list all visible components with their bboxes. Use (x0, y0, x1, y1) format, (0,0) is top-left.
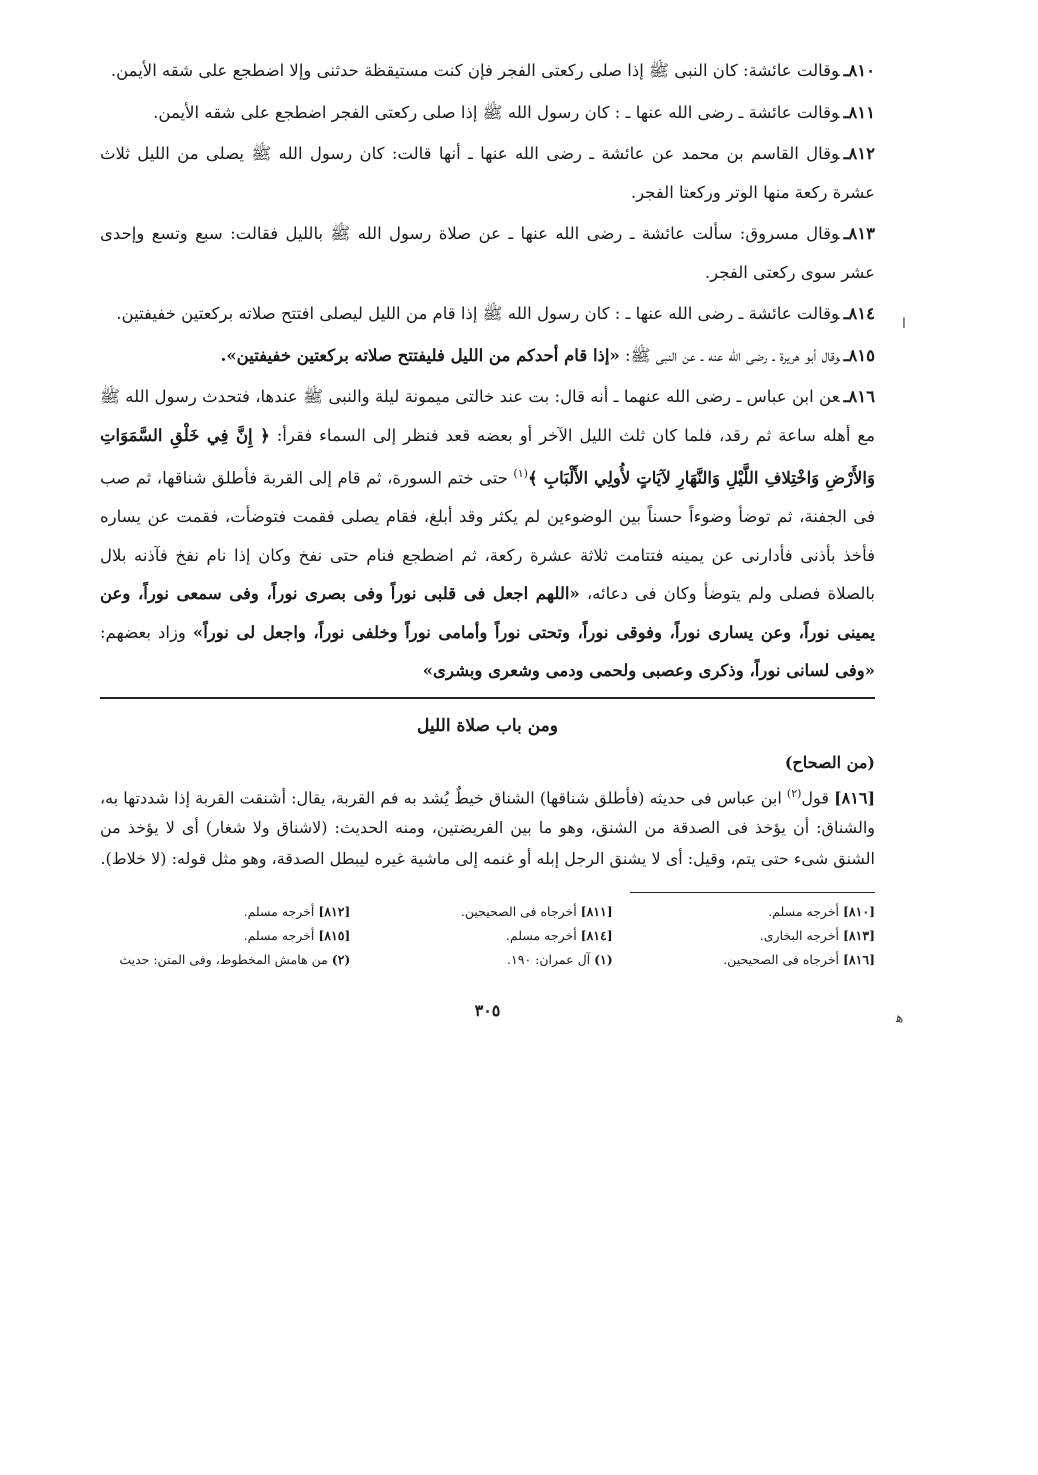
footnote-divider (630, 892, 875, 893)
margin-mark: ﻫ (896, 1010, 904, 1026)
hadith-811 (100, 94, 875, 133)
footnote-ref: [٨١٣] (843, 928, 875, 944)
hadith-810 (100, 52, 875, 91)
footnote-text: أخرجه مسلم. (505, 928, 581, 944)
hadith-number: ٨١٥ـ (843, 345, 875, 365)
hadith-text: وقال القاسم بن محمد عن عائشة ـ رضى الله عنها ـ أنها قالت: كان رسول الله ﷺ يصلى من الليل ثلاث عشرة ركعة منها الوتر وركعتا الفجر. (100, 144, 875, 202)
footnote (100, 949, 350, 971)
hadith-text: وقالت عائشة: كان النبى ﷺ إذا صلى ركعتى الفجر فإن كنت مستيقظة حدثنى وإلا اضطجع على شقه الأيمن. (110, 61, 840, 80)
footnote-ref: [٨١٦] (843, 952, 875, 968)
hadith-text: وقال مسروق: سألت عائشة ـ رضى الله عنها ـ عن صلاة رسول الله ﷺ بالليل فقالت: سبع وتسع وإحدى عشر سوى ركعتى الفجر. (100, 224, 875, 282)
hadith-number: ٨١٦ـ (843, 387, 875, 406)
footnote-ref: (١) (594, 952, 613, 968)
prayer-quote: «اللهم اجعل فى قلبى نوراً وفى بصرى نوراً، وفى سمعى نوراً، وعن يمينى نوراً، وعن يسارى نوراً، وفوقى نوراً، وتحتى نوراً وأمامى نوراً وخلفى نوراً، واجعل لى نوراً» (100, 584, 875, 642)
footnote-ref: [٨١١] (580, 904, 613, 920)
footnote-ref: [٨١٥] (318, 928, 351, 944)
margin-mark: ا (902, 316, 906, 332)
commentary-paragraph (100, 779, 875, 875)
footnote-text: أخرجه مسلم. (243, 904, 319, 920)
footnote (362, 901, 612, 923)
page-number: ٣٠٥ (474, 1001, 501, 1021)
footnote-ref: [٨١٢] (318, 904, 351, 920)
hadith-813 (100, 215, 875, 292)
hadith-intro: وقال أبو هريرة ـ رضى الله عنه ـ عن النبى ﷺ: (619, 345, 840, 365)
hadith-number: ٨١١ـ (843, 102, 875, 122)
footnote-marker: (١) (513, 467, 528, 480)
footnote-text: أخرجه مسلم. (768, 904, 843, 920)
footnote-text: أخرجاه فى الصحيحين. (460, 904, 581, 920)
footnote (362, 949, 612, 971)
hadith-text: وقالت عائشة ـ رضى الله عنها ـ : كان رسول الله ﷺ إذا قام من الليل ليصلى افتتح صلاته بركعتين خفيفتين. (116, 304, 840, 323)
hadith-815 (100, 337, 875, 376)
hadith-text: وقالت عائشة ـ رضى الله عنها ـ : كان رسول الله ﷺ إذا صلى ركعتى الفجر اضطجع على شقه الأيمن. (153, 102, 840, 122)
hadith-text-mid: وزاد بعضهم: (100, 622, 193, 642)
hadith-number: ٨١٤ـ (843, 304, 875, 323)
hadith-816 (100, 378, 875, 691)
hadith-number: ٨١٣ـ (843, 224, 875, 243)
prayer-quote-addition: «وفى لسانى نوراً، وذكرى وعصبى ولحمى ودمى وشعرى وبشرى» (422, 661, 875, 680)
commentary-lead: قول (801, 787, 835, 807)
hadith-number: ٨١٠ـ (843, 61, 875, 80)
section-divider (100, 697, 875, 699)
hadith-812 (100, 135, 875, 212)
section-title: ومن باب صلاة الليل (417, 715, 558, 736)
hadith-814 (100, 295, 875, 334)
hadith-number: ٨١٢ـ (843, 144, 875, 163)
footnote (100, 901, 350, 923)
quran-verse: ﴿ إِنَّ فِي خَلْقِ السَّمَوَاتِ وَالأَرْضِ وَاخْتِلافِ اللَّيْلِ وَالنَّهَارِ لآيَاتٍ لأُولِي الأَلْبَابِ ﴾ (100, 425, 875, 488)
hadith-text-part1: عن ابن عباس ـ رضى الله عنهما ـ أنه قال: بت عند خالتى ميمونة ليلة والنبى ﷺ عندها، فتحدث رسول الله ﷺ مع أهله ساعة ثم رقد، فلما كان ثلث الليل الآخر أو بعضه قعد فنظر إلى السماء فقرأ: (100, 387, 876, 445)
footnote-text: أخرجه مسلم. (243, 928, 319, 944)
footnote-text: أخرجاه فى الصحيحين. (723, 952, 843, 968)
footnote (362, 925, 612, 947)
document-page (100, 52, 875, 1020)
footnote-text: آل عمران: ١٩٠. (507, 952, 595, 968)
hadith-quote: «إذا قام أحدكم من الليل فليفتتح صلاته بركعتين خفيفتين». (220, 345, 620, 365)
section-subtitle: (من الصحاح) (784, 752, 875, 772)
footnote-marker: (٢) (786, 786, 802, 800)
footnote-text: من هامش المخطوط، وفى المتن: حديث (119, 952, 332, 968)
footnote (100, 925, 350, 947)
footnote (625, 925, 875, 947)
commentary-ref: [٨١٦] (834, 787, 876, 807)
commentary-text: ابن عباس فى حديثه (فأطلق شناقها) الشناق خيطٌ يُشد به فم القربة، يقال: أشنقت القربة إذا شددتها به، والشناق: أن يؤخذ فى الصدقة من الشنق، وهو ما بين الفريضتين، ومنه الحديث: (لاشناق ولا شغار) أى لا يؤخذ من الشنق شىء حتى يتم، وقيل: أى لا يشنق الرجل إبله أو غنمه إلى ماشية غيره ليبطل الصدقة، وهو مثل قوله: (لا خلاط). (100, 787, 875, 868)
hadith-text-part2: حتى ختم السورة، ثم قام إلى القربة فأطلق شناقها، ثم صب فى الجفنة، ثم توضأ وضوءاً حسناً بين الوضوءين لم يكثر وقد أبلغ، فقام يصلى فقمت فتوضأت، فقمت عن يساره فأخذ بأذنى فأدارنى عن يمينه فتتامت ثلاثة عشرة ركعة، ثم اضطجع فنام حتى نفخ وكان إذا نام نفخ فآذنه بلال بالصلاة فصلى ولم يتوضأ وكان فى دعائه، (100, 468, 875, 603)
footnote-ref: [٨١٠] (843, 904, 875, 920)
footnote-ref: (٢) (331, 952, 351, 968)
footnote-text: أخرجه البخارى. (759, 928, 843, 944)
footnotes (100, 901, 875, 971)
footnote-ref: [٨١٤] (580, 928, 613, 944)
footnote (625, 901, 875, 923)
footnote (625, 949, 875, 971)
